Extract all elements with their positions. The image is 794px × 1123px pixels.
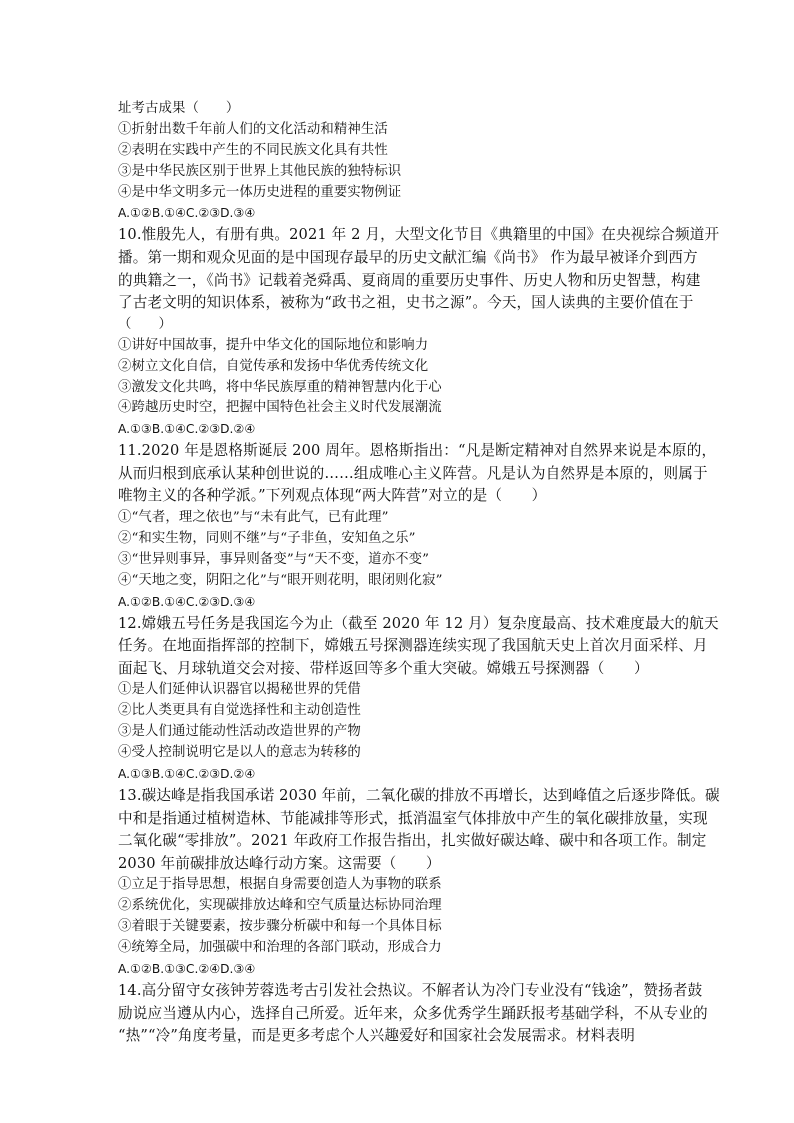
answer-choices: A.①③B.①④C.②③D.②④ <box>118 422 256 437</box>
question-stem-line: 从而归根到底承认某种创世说的……组成唯心主义阵营。凡是认为自然界是本原的，则属于 <box>118 464 708 482</box>
question-stem-line: （ ） <box>118 316 172 332</box>
answer-choices: A.①③B.①④C.②③D.②④ <box>118 766 256 781</box>
option-line: ①“气者，理之依也”与“未有此气，已有此理” <box>118 510 389 526</box>
question-stem-line: 11.2020 年是恩格斯诞辰 200 周年。恩格斯指出：“凡是断定精神对自然界来说是本原的， <box>118 442 717 460</box>
answer-choices: A.①②B.①④C.②③D.③④ <box>118 594 256 609</box>
option-line: ①讲好中国故事，提升中华文化的国际地位和影响力 <box>118 337 429 353</box>
option-line: ②系统优化，实现碳排放达峰和空气质量达标协同治理 <box>118 898 442 914</box>
question-stem-line: 播。第一期和观众见面的是中国现存最早的历史文献汇编《尚书》 作为最早被译介到西方 <box>118 249 698 267</box>
option-line: ④跨越历史时空，把握中国特色社会主义时代发展潮流 <box>118 400 442 416</box>
question-stem-line: 2030 年前碳排放达峰行动方案。这需要（ ） <box>118 854 441 872</box>
question-stem-line: 唯物主义的各种学派。”下列观点体现“两大阵营”对立的是（ ） <box>118 487 547 505</box>
option-line: ②“和实生物，同则不继”与“子非鱼，安知鱼之乐” <box>118 530 416 546</box>
question-stem-line: 的典籍之一，《尚书》记载着尧舜禹、夏商周的重要历史事件、历史人物和历史智慧，构建 <box>118 271 701 289</box>
question-9-tail <box>118 99 678 224</box>
answer-choices: A.①②B.①④C.②③D.③④ <box>118 206 256 221</box>
question-11 <box>118 440 717 612</box>
question-stem-line: 12.嫦娥五号任务是我国迄今为止（截至 2020 年 12 月）复杂度最高、技术难度最大的航天 <box>118 614 719 632</box>
question-stem-line: 二氧化碳“零排放”。2021 年政府工作报告指出，扎实做好碳达峰、碳中和各项工作。制定 <box>118 832 707 850</box>
question-stem-line: 中和是指通过植树造林、节能减排等形式，抵消温室气体排放中产生的氧化碳排放量，实现 <box>118 809 708 827</box>
option-line: ①立足于指导思想，根据自身需要创造人为事物的联系 <box>118 877 442 893</box>
option-line: ②表明在实践中产生的不同民族文化具有共性 <box>118 142 388 158</box>
question-stem-line: 面起飞、月球轨道交会对接、带样返回等多个重大突破。嫦娥五号探测器（ ） <box>118 659 649 677</box>
option-line: ④受人控制说明它是以人的意志为转移的 <box>118 745 361 761</box>
exam-page <box>118 99 720 1048</box>
question-13 <box>118 785 720 980</box>
option-line: ④统筹全局，加强碳中和治理的各部门联动，形成合力 <box>118 940 442 956</box>
option-line: ④“天地之变，阴阳之化”与“眼开则花明，眼闭则化寂” <box>118 572 443 588</box>
question-stem-line: 10.惟殷先人，有册有典。2021 年 2 月，大型文化节目《典籍里的中国》在央视综合频道开 <box>118 226 720 244</box>
option-line: ③着眼于关键要素，按步骤分析碳中和每一个具体目标 <box>118 919 442 935</box>
question-10 <box>118 224 720 440</box>
question-stem-line: 14.高分留守女孩钟芳蓉选考古引发社会热议。不解者认为冷门专业没有“钱途”，赞扬者鼓 <box>118 981 703 999</box>
option-line: ②树立文化自信，自觉传承和发扬中华优秀传统文化 <box>118 358 429 374</box>
answer-choices: A.①②B.①③C.②④D.③④ <box>118 961 256 976</box>
option-line: ①折射出数千年前人们的文化活动和精神生活 <box>118 121 388 137</box>
option-line: ④是中华文明多元一体历史进程的重要实物例证 <box>118 184 402 200</box>
question-12 <box>118 613 719 785</box>
option-line: ③激发文化共鸣，将中华民族厚重的精神智慧内化于心 <box>118 379 442 395</box>
question-14 <box>118 980 708 1048</box>
option-line: ②比人类更具有自觉选择性和主动创造性 <box>118 703 361 719</box>
option-line: ③是中华民族区别于世界上其他民族的独特标识 <box>118 163 402 179</box>
question-stem-line: 了古老文明的知识体系，被称为“政书之祖，史书之源”。今天，国人读典的主要价值在于 <box>118 294 694 312</box>
option-line: ①是人们延伸认识器官以揭秘世界的凭借 <box>118 682 361 698</box>
question-stem-line: 址考古成果（ ） <box>118 101 240 116</box>
question-stem-line: “热”“冷”角度考量，而是更多考虑个人兴趣爱好和国家社会发展需求。材料表明 <box>118 1027 635 1045</box>
question-stem-line: 13.碳达峰是指我国承诺 2030 年前，二氧化碳的排放不再增长，达到峰值之后逐步降低。碳 <box>118 786 720 804</box>
question-stem-line: 任务。在地面指挥部的控制下，嫦娥五号探测器连续实现了我国航天史上首次月面采样、月 <box>118 637 708 655</box>
option-line: ③是人们通过能动性活动改造世界的产物 <box>118 724 361 740</box>
question-stem-line: 励说应当遵从内心，选择自己所爱。近年来，众多优秀学生踊跃报考基础学科，不从专业的 <box>118 1004 708 1022</box>
option-line: ③“世异则事异，事异则备变”与“天不变，道亦不变” <box>118 551 430 567</box>
